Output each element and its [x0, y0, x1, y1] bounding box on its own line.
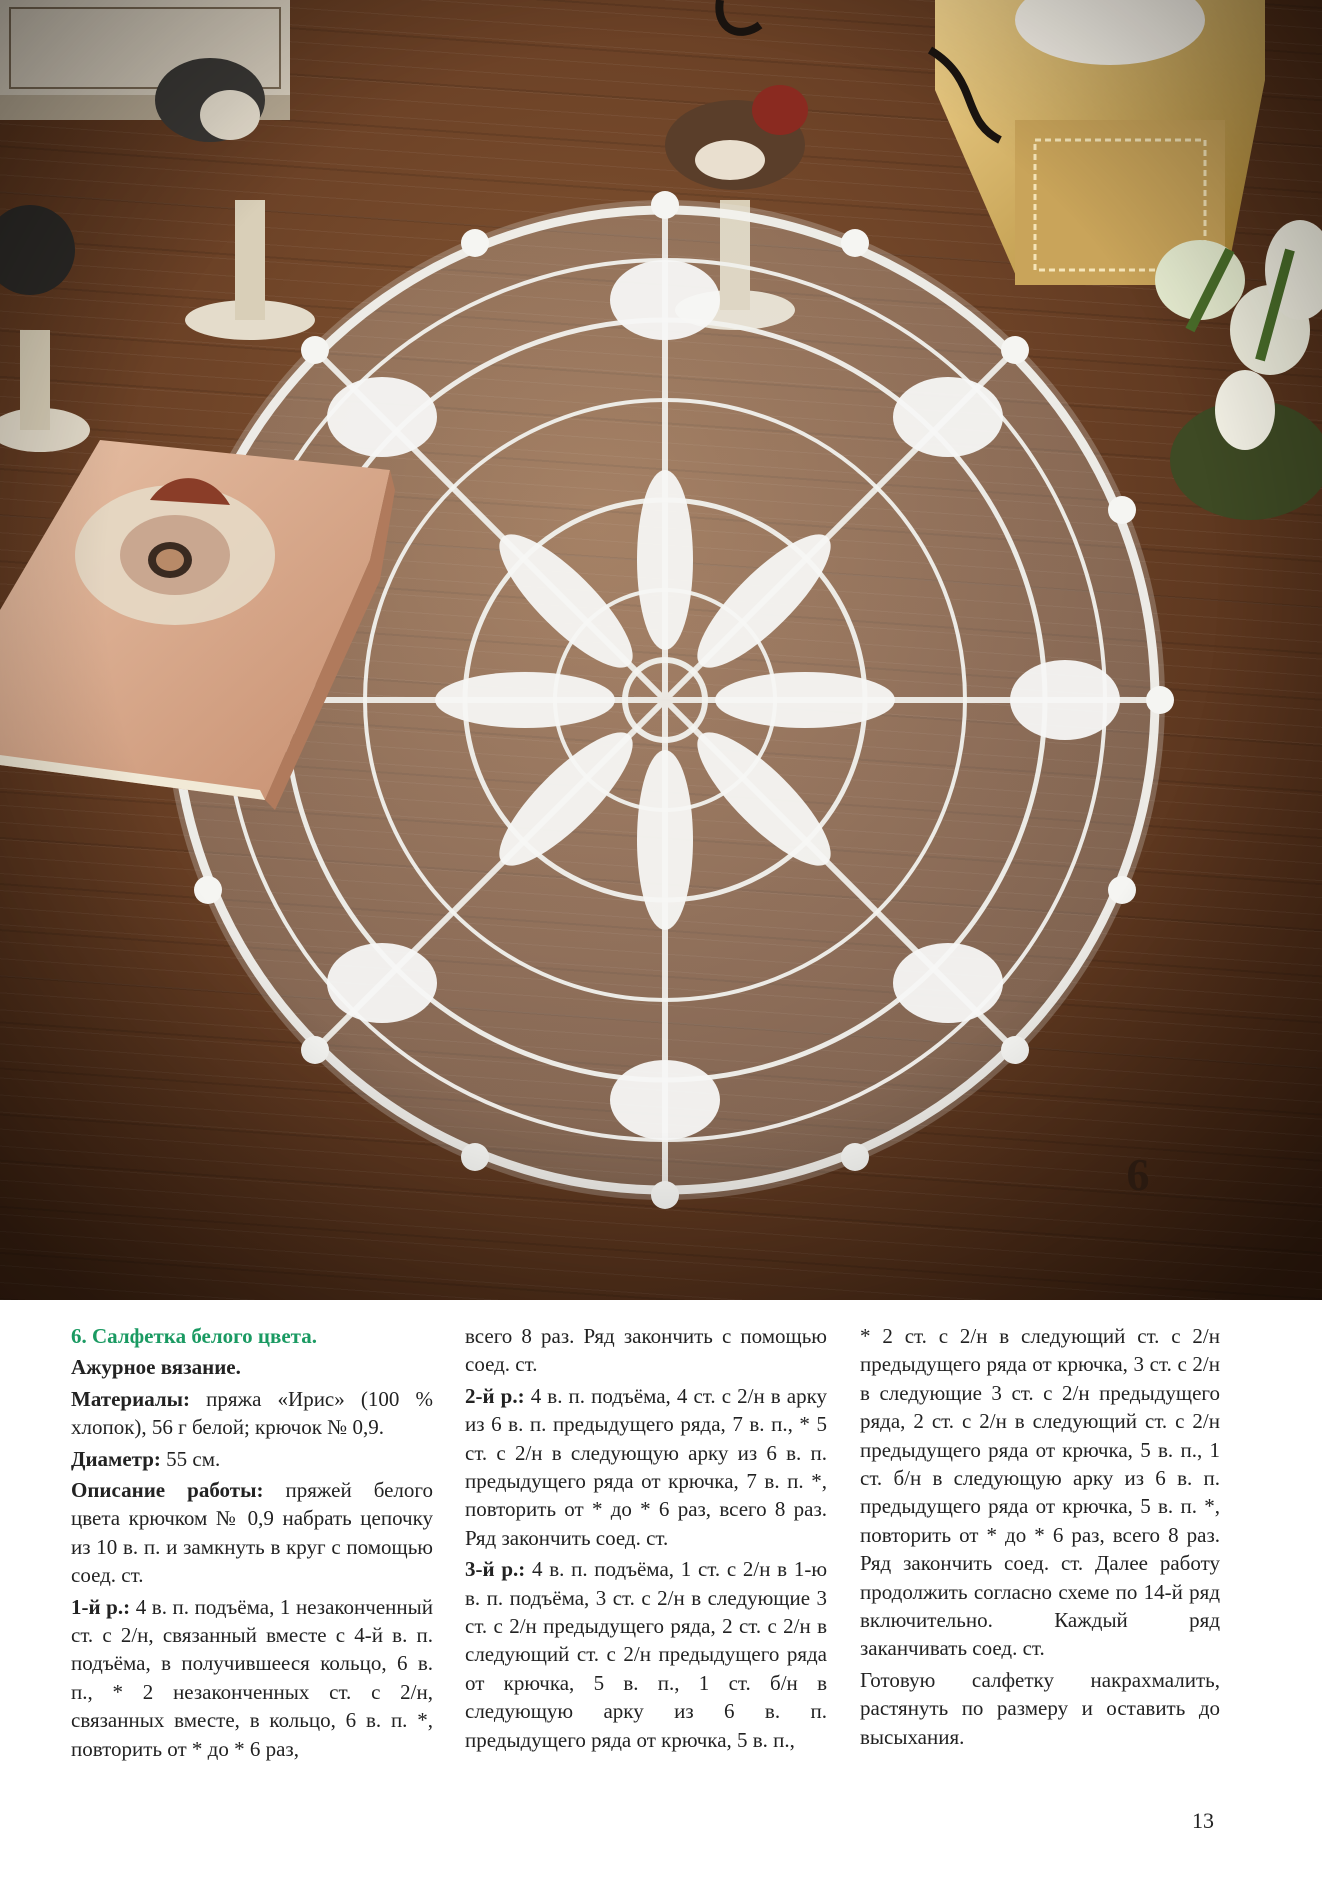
diameter-text: 55 см.	[160, 1446, 221, 1471]
row2-label: 2-й р.:	[465, 1383, 525, 1408]
row3-label: 3-й р.:	[465, 1557, 526, 1582]
row3-paragraph	[465, 1555, 827, 1754]
materials-paragraph	[71, 1385, 433, 1442]
diameter-label: Диаметр:	[71, 1446, 161, 1471]
materials-text: пряжа «Ирис» (100 % хлопок), 56 г белой; крючок № 0,9.	[71, 1386, 433, 1440]
row1-text: 4 в. п. подъёма, 1 незаконченный ст. с 2/н, связанный вместе с 4-й в. п. подъёма, в получившееся кольцо, 6 в. п., * 2 незаконченных ст. с 2/н, связанных вместе, в кольцо, 6 в. п. *, повторить от * до * 6 раз,	[71, 1594, 433, 1761]
description-text: пряжей белого цвета крючком № 0,9 набрать цепочку из 10 в. п. и замкнуть в круг с помощью соед. ст.	[71, 1478, 433, 1588]
row1-continuation: всего 8 раз. Ряд закончить с помощью соед. ст.	[465, 1324, 827, 1377]
row2-text: 4 в. п. подъёма, 4 ст. с 2/н в арку из 6 в. п. предыдущего ряда, 7 в. п., * 5 ст. с 2/н в следующую арку из 6 в. п. предыдущего ряда от крючка, 7 в. п. *, повторить от * до * 6 раз, всего 8 раз. Ряд закончить соед. ст.	[465, 1383, 828, 1550]
column-2	[465, 1322, 827, 1757]
row3-text: 4 в. п. подъёма, 1 ст. с 2/н в 1-ю в. п. подъёма, 3 ст. с 2/н в следующие 3 ст. с 2/н предыдущего ряда, 2 ст. с 2/н в следующий ст. с 2/н предыдущего ряда от крючка, 5 в. п., 1 ст. б/н в следующую арку из 6 в. п. предыдущего ряда от крючка, 5 в. п.,	[465, 1557, 828, 1752]
finish-paragraph: Готовую салфетку накрахмалить, растянуть по размеру и оставить до высыхания.	[860, 1667, 1220, 1749]
row1-label: 1-й р.:	[71, 1594, 131, 1619]
article-title: 6. Салфетка белого цвета.	[71, 1324, 318, 1348]
page-number: 13	[1192, 1808, 1214, 1833]
article-columns	[0, 1322, 1322, 1842]
description-label: Описание работы:	[71, 1478, 264, 1503]
row3-continuation: * 2 ст. с 2/н в следующий ст. с 2/н предыдущего ряда от крючка, 3 ст. с 2/н в следующие 3 ст. с 2/н предыдущего ряда, 2 ст. с 2/н в следующий ст. с 2/н предыдущего ряда от крючка, 5 в. п., 1 ст. б/н в следующую арку из 6 в. п. предыдущего ряда от крючка, 5 в. п. *, повторить от * до * 6 раз, всего 8 раз. Ряд закончить соед. ст. Далее работу продолжить согласно схеме по 14-й ряд включительно. Каждый ряд заканчивать соед. ст.	[860, 1324, 1220, 1661]
photo-number-badge: 6	[1126, 1149, 1150, 1200]
column-1	[71, 1322, 433, 1766]
column-3	[860, 1322, 1220, 1754]
diameter-paragraph	[71, 1445, 433, 1473]
article-subtitle: Ажурное вязание.	[71, 1355, 241, 1380]
description-paragraph	[71, 1476, 433, 1590]
row2-paragraph	[465, 1382, 827, 1552]
row1-paragraph	[71, 1593, 433, 1763]
materials-label: Материалы:	[71, 1386, 191, 1411]
